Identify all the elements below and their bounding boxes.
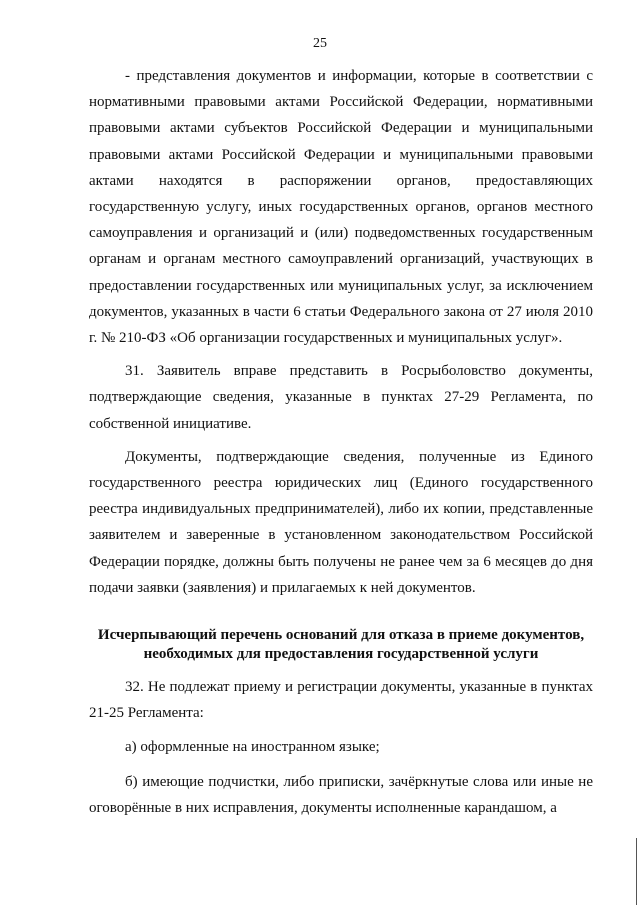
paragraph-31: 31. Заявитель вправе представить в Росрыболовство документы, подтверждающие сведения, указанные в пунктах 27-29 Регламента, по собственной инициативе. [89,363,593,432]
scan-edge-mark [636,838,637,905]
paragraph-documents-list: - представления документов и информации, которые в соответствии с нормативными правовыми актами Российской Федерации, нормативными правовыми актами субъектов Российской Федерации и муниципальными правовыми актами Российской Федерации и муниципальными правовыми актами находятся в распоряжении органов, предоставляющих государственную услугу, иных государственных органов, органов местного самоуправления и организаций и (или) подведомственных государственным органам и органам местного самоуправлений организаций, участвующих в предоставлении государственных или муниципальных услуг, за исключением документов, указанных в части 6 статьи Федерального закона от 27 июля 2010 г. № 210-ФЗ «Об организации государственных и муниципальных услуг». [89,68,593,347]
paragraph-supporting-documents: Документы, подтверждающие сведения, полученные из Единого государственного реестра юридических лиц (Единого государственного реестра индивидуальных предпринимателей), либо их копии, представленные заявителем и заверенные в установленном законодательством Российской Федерации порядке, должны быть получены не ранее чем за 6 месяцев до дня подачи заявки (заявления) и прилагаемых к ней документов. [89,448,593,596]
list-item-b: б) имеющие подчистки, либо приписки, зачёркнутые слова или иные не оговорённые в них исправления, документы исполненные карандашом, а [89,773,593,816]
list-item-a: а) оформленные на иностранном языке; [125,739,380,756]
section-heading: Исчерпывающий перечень оснований для отказа в приеме документов, необходимых для предоставления государственной услуги [97,627,585,662]
paragraph-32: 32. Не подлежат приему и регистрации документы, указанные в пунктах 21-25 Регламента: [89,679,593,722]
page-number: 25 [313,36,327,51]
document-body [89,63,593,821]
